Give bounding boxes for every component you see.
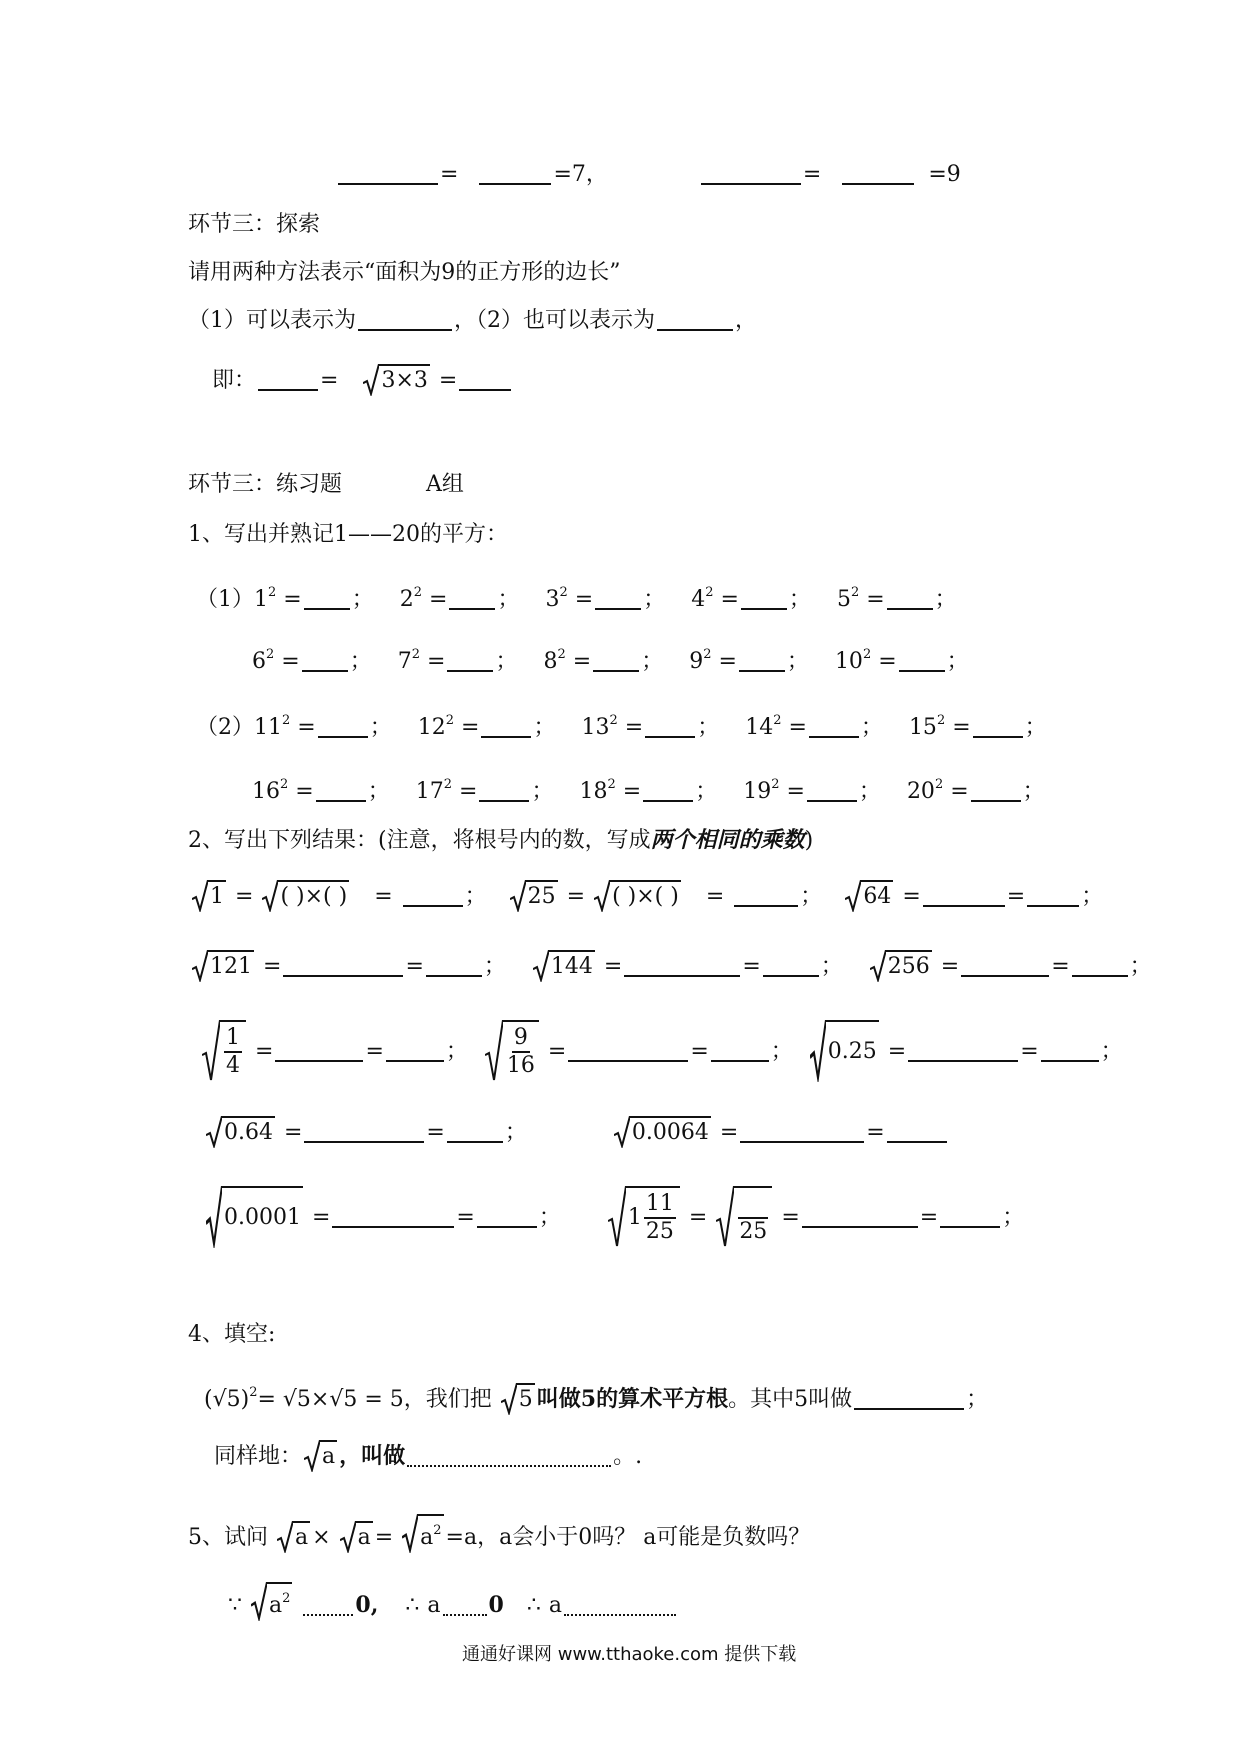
square-item: $6^2$ = ； (252, 647, 372, 674)
square-item: $8^2$ = ； (543, 647, 664, 674)
square-item: $16^2$ = ； (252, 777, 390, 804)
square-item: $14^2$ = ； (745, 713, 883, 740)
square-item: $5^2$ = ； (836, 585, 957, 612)
q4-line-1: $(√5)^2= √5\times√5 = 5$，我们把 5 叫做5的算术平方根。其中5叫做 ； (204, 1378, 988, 1415)
square-item: $12^2$ = ； (417, 713, 556, 740)
q2-line-2: 121 = = ； 144 = = ； 256 = = ； (190, 950, 1152, 982)
square-item: $3^2$ = ； (545, 585, 666, 612)
q1-row-1: $(1)1^2$ = ； $2^2$ = ； $3^2$ = ； $4^2$ = ； $5^2$ = ； (196, 578, 983, 615)
q5-line-2: ∵ $a^2$ 0, ∴ a 0 ∴ a (228, 1582, 678, 1621)
q5-title: 5、试问 a × a = $a^2 =a$，a会小于0吗？ a可能是负数吗？ (188, 1514, 810, 1553)
square-item: $11^2$ = ； (254, 713, 392, 740)
square-item: $4^2$ = ； (691, 585, 811, 612)
footer-source: 通通好课网 www.tthaoke.com 提供下载 (462, 1644, 797, 1665)
square-item: $15^2$ = ； (908, 713, 1047, 740)
square-item: $17^2$ = ； (415, 777, 554, 804)
q1-row-2 (252, 640, 995, 677)
square-item: $10^2$ = ； (834, 647, 969, 674)
square-item: $2^2$ = ； (399, 585, 520, 612)
square-item: $13^2$ = ； (581, 713, 720, 740)
q2-line-3: $\frac{1}{4}$ = = ； $\frac{9}{16}$ = = ； 0.25 = = ； (200, 1020, 1123, 1082)
square-item: $7^2$ = ； (397, 647, 518, 674)
explore-heading: 环节三：探索 (188, 212, 321, 237)
q4-title: 4、填空: (188, 1322, 276, 1347)
q2-line-5: 0.0001 = = ； 1 $\frac{11}{25}$ = 25 = = ； (204, 1186, 1024, 1248)
square-item: $19^2$ = ； (743, 777, 881, 804)
practice-heading: 环节三：练习题 A组 (188, 472, 464, 497)
square-item: $20^2$ = ； (906, 777, 1045, 804)
square-item: $18^2$ = ； (579, 777, 718, 804)
explore-methods: （1）可以表示为 ，（2）也可以表示为 ， (188, 308, 758, 333)
q2-line-4: 0.64 = = ； 0.0064 = = (204, 1116, 949, 1148)
q1-row-3: $(2)11^2$ = ； $12^2$ = ； $13^2$ = ； $14^2$ = ； $15^2$ = ； (196, 706, 1073, 743)
explore-ji-line: 即： = 3×3 = (212, 364, 513, 396)
top-equation-line: = =7， = =9 (336, 160, 961, 190)
q2-title: 2、写出下列结果：(注意，将根号内的数，写成两个相同的乘数) (188, 827, 814, 853)
square-item: $9^2$ = ； (689, 647, 809, 674)
explore-prompt: 请用两种方法表示“面积为9的正方形的边长” (188, 260, 621, 285)
q1-row-4 (252, 770, 1071, 807)
q2-line-1: 1 = ( )×( ) = ； 25 = ( )×( ) = ； 64 = = ； (190, 880, 1103, 912)
square-item: $1^2$ = ； (254, 585, 374, 612)
q1-title: 1、写出并熟记1——20的平方： (188, 522, 508, 547)
q4-line-2: 同样地： a ，叫做 。. (214, 1440, 642, 1472)
